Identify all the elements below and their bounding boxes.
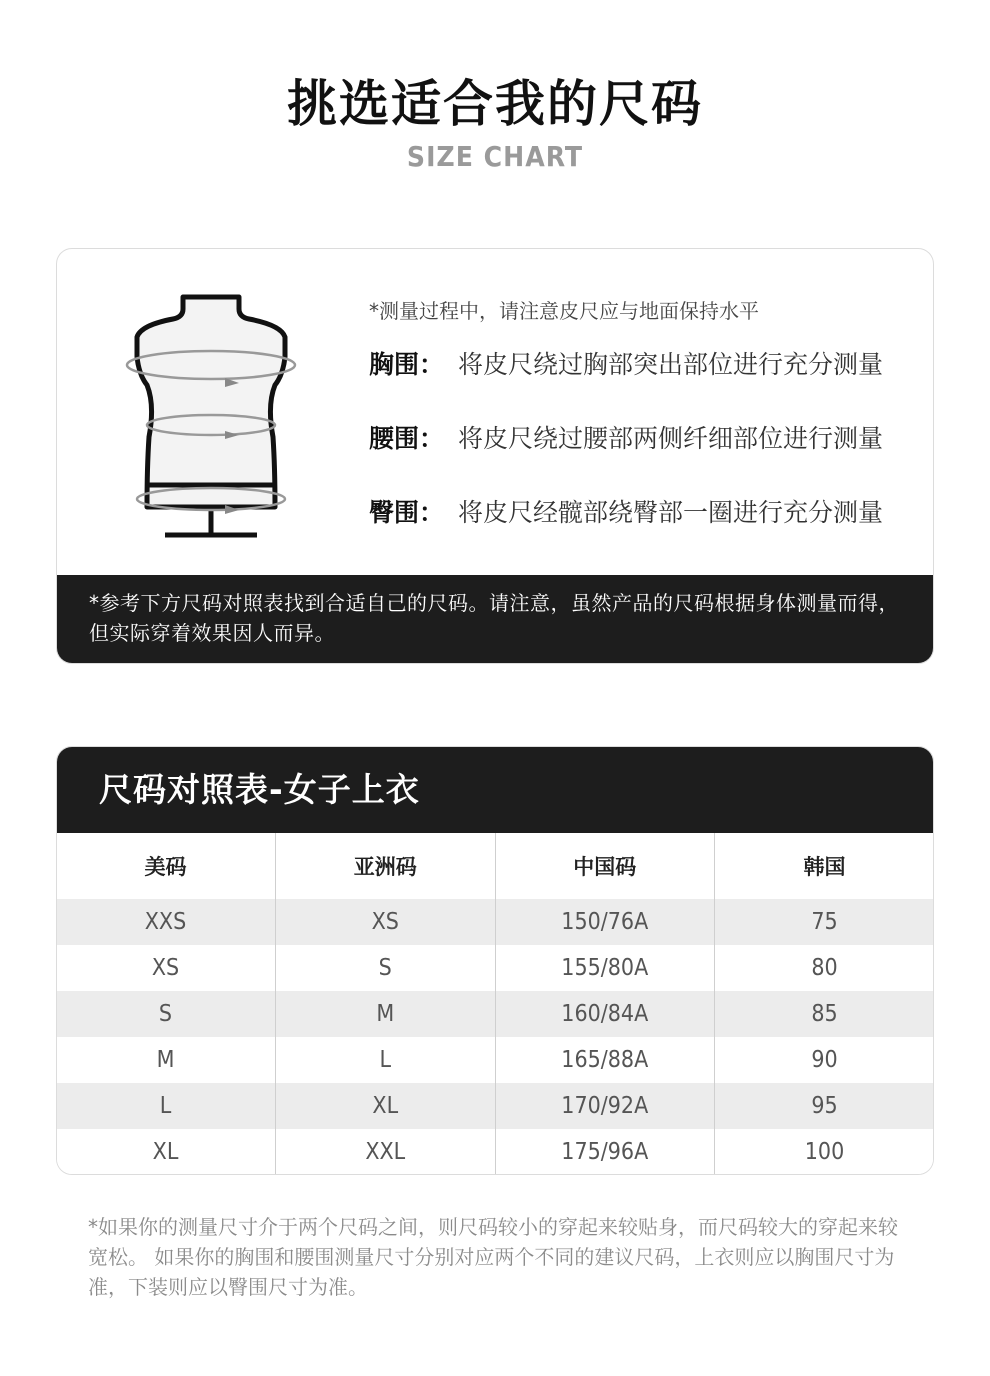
table-cell: S — [56, 991, 276, 1037]
column-header-us: 美码 — [56, 833, 276, 899]
table-cell: XL — [276, 1083, 496, 1129]
table-cell: XS — [56, 945, 276, 991]
size-table-title: 尺码对照表-女子上衣 — [57, 747, 933, 833]
table-cell: 155/80A — [495, 945, 715, 991]
reference-note: *参考下方尺码对照表找到合适自己的尺码。请注意，虽然产品的尺码根据身体测量而得，但实际穿着效果因人而异。 — [57, 575, 934, 664]
mannequin-icon — [125, 287, 315, 547]
table-row — [56, 899, 934, 945]
table-cell: L — [56, 1083, 276, 1129]
table-header-row — [56, 833, 934, 899]
table-cell: 170/92A — [495, 1083, 715, 1129]
table-cell: XL — [56, 1129, 276, 1175]
chest-label: 胸围： — [369, 350, 445, 379]
measure-row-chest — [369, 347, 883, 383]
table-row — [56, 1037, 934, 1083]
table-cell: L — [276, 1037, 496, 1083]
table-row — [56, 1129, 934, 1175]
table-cell: 75 — [715, 899, 935, 945]
table-cell: 100 — [715, 1129, 935, 1175]
measurement-guide-card — [56, 248, 934, 664]
table-cell: 160/84A — [495, 991, 715, 1037]
table-cell: XXS — [56, 899, 276, 945]
table-cell: 165/88A — [495, 1037, 715, 1083]
measure-row-waist — [369, 421, 883, 457]
waist-label: 腰围： — [369, 424, 445, 453]
table-cell: S — [276, 945, 496, 991]
size-chart-table-card — [56, 746, 934, 1175]
table-cell: 90 — [715, 1037, 935, 1083]
table-cell: 175/96A — [495, 1129, 715, 1175]
page-title: 挑选适合我的尺码 — [287, 75, 703, 133]
table-cell: 80 — [715, 945, 935, 991]
measure-row-hip — [369, 495, 883, 531]
column-header-korea: 韩国 — [715, 833, 935, 899]
footer-note: *如果你的测量尺寸介于两个尺码之间，则尺码较小的穿起来较贴身，而尺码较大的穿起来较宽松。 如果你的胸围和腰围测量尺寸分别对应两个不同的建议尺码，上衣则应以胸围尺寸为准，下装则应以臀围尺寸为准。 — [88, 1215, 898, 1299]
hip-label: 臀围： — [369, 498, 445, 527]
table-cell: XXL — [276, 1129, 496, 1175]
table-row — [56, 945, 934, 991]
table-cell: M — [56, 1037, 276, 1083]
measurement-note: *测量过程中，请注意皮尺应与地面保持水平 — [369, 299, 759, 323]
table-cell: M — [276, 991, 496, 1037]
table-cell: 85 — [715, 991, 935, 1037]
column-header-china: 中国码 — [495, 833, 715, 899]
page-subtitle: SIZE CHART — [406, 140, 584, 173]
column-header-asia: 亚洲码 — [276, 833, 496, 899]
table-cell: XS — [276, 899, 496, 945]
hip-instruction: 将皮尺经髋部绕臀部一圈进行充分测量 — [458, 498, 884, 527]
size-table — [56, 833, 934, 1175]
table-row — [56, 1083, 934, 1129]
chest-instruction: 将皮尺绕过胸部突出部位进行充分测量 — [458, 350, 884, 379]
table-cell: 95 — [715, 1083, 935, 1129]
waist-instruction: 将皮尺绕过腰部两侧纤细部位进行测量 — [458, 424, 884, 453]
table-row — [56, 991, 934, 1037]
table-cell: 150/76A — [495, 899, 715, 945]
